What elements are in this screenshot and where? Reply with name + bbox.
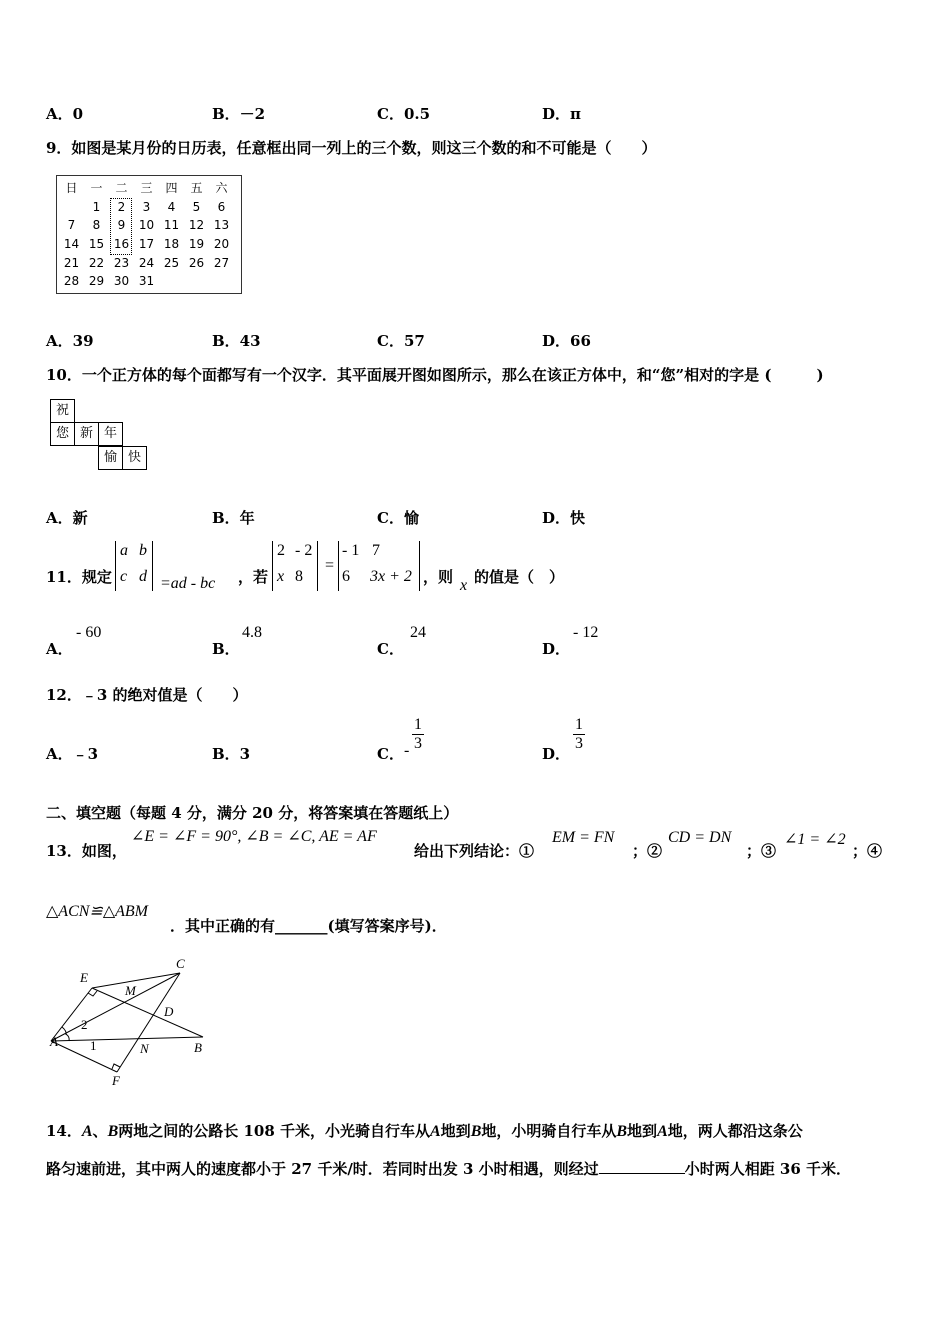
q14-separator: 、: [92, 1122, 108, 1140]
net-cell: 快: [122, 446, 147, 470]
det-entry: - 1: [342, 542, 360, 559]
q14-text: 两地之间的公路长 108 千米，小光骑自行车从: [118, 1122, 430, 1140]
det-definition-formula: =ad - bc: [160, 575, 216, 592]
fraction-denominator: 3: [575, 735, 583, 752]
q14-text: 地到: [627, 1122, 658, 1140]
q9-option-d: D．66: [542, 332, 591, 350]
fraction-numerator: 1: [575, 716, 583, 733]
label-c: C: [176, 956, 185, 971]
q11-option-a-value: - 60: [76, 624, 102, 641]
q13-prefix: 13．如图，: [46, 842, 127, 860]
q14-number: 14．: [46, 1122, 82, 1140]
det-entry: - 2: [295, 542, 313, 559]
det-entry: d: [139, 568, 147, 585]
q10-option-b: B．年: [212, 509, 255, 527]
q13-sep-2: ；②: [632, 842, 663, 860]
point-b: B: [616, 1123, 628, 1140]
point-a: A: [657, 1123, 668, 1140]
q11-option-b-label: B．: [212, 640, 240, 658]
q10-option-c: C．愉: [377, 509, 419, 527]
q13-conclusion-2: CD = DN: [668, 829, 732, 846]
det-entry: x: [277, 568, 285, 585]
q8-option-d: D．π: [542, 105, 581, 123]
det-entry: b: [139, 542, 147, 559]
q8-option-b: B．－2: [212, 105, 266, 123]
label-b: B: [194, 1040, 202, 1055]
q11-prefix: 11．规定: [46, 568, 112, 586]
q12-option-d-fraction: [573, 716, 585, 753]
q11-ruo: ，若: [238, 568, 269, 586]
q12-option-d-label: D．: [542, 745, 571, 763]
q11-option-c-label: C．: [377, 640, 404, 658]
segment-af: [51, 1041, 117, 1072]
q12-option-b: B．3: [212, 745, 251, 763]
calendar-selection-box: [110, 198, 132, 255]
q9-option-c: C．57: [377, 332, 425, 350]
calendar-row: 14 15 16 17 18 19 20: [63, 237, 230, 251]
q11-option-d-label: D．: [542, 640, 571, 658]
segment-ac: [51, 973, 180, 1041]
calendar-header: 日 一 二 三 四 五 六: [65, 181, 228, 195]
q13-sep-4: ；④: [852, 842, 883, 860]
label-angle-1: 1: [90, 1038, 97, 1053]
q14-line-1: [46, 1120, 803, 1141]
q11-then: ，则: [423, 568, 454, 586]
equals-sign: =: [325, 557, 335, 574]
det-entry: 8: [295, 568, 303, 585]
q9-option-a: A．39: [46, 332, 94, 350]
label-n: N: [140, 1041, 149, 1056]
det-entry: 6: [342, 568, 350, 585]
q12-option-c-fraction: [412, 716, 424, 753]
det-entry: 7: [372, 542, 380, 559]
q13-conclusion-3: ∠1 = ∠2: [784, 831, 846, 848]
calendar-row: 1 2 3 4 5 6: [92, 200, 226, 214]
calendar-row: 21 22 23 24 25 26 27: [63, 256, 230, 270]
q14-line-2: [46, 1158, 851, 1179]
q13-conclusion-4: △ACN≌△ABM: [46, 903, 149, 920]
q13-given: 给出下列结论：①: [414, 842, 535, 860]
q14-text: 地，小明骑自行车从: [481, 1122, 617, 1140]
q10-stem: 10．一个正方体的每个面都写有一个汉字．其平面展开图如图所示，那么在该正方体中，和“您”相对的字是 ( ): [46, 366, 824, 384]
determinant-definition: [115, 541, 153, 591]
net-cell: 新: [74, 422, 99, 446]
q11-tail: 的值是（ ）: [474, 568, 565, 586]
calendar-row: 7 8 9 10 11 12 13: [67, 218, 230, 232]
q11-option-d-value: - 12: [573, 624, 599, 641]
q11-option-c-value: 24: [410, 624, 426, 641]
geometry-figure: [40, 955, 220, 1095]
point-a: A: [81, 1123, 93, 1140]
q12-stem: 12．﹣3 的绝对值是（ ）: [46, 686, 248, 704]
net-cell: 年: [98, 422, 123, 446]
label-d: D: [164, 1004, 174, 1019]
q13-conditions: ∠E = ∠F = 90°, ∠B = ∠C, AE = AF: [131, 828, 377, 845]
q11-variable: x: [460, 577, 468, 594]
fraction-numerator: 1: [414, 716, 422, 733]
point-b: B: [107, 1123, 119, 1140]
q14-text: 小时两人相距 36 千米．: [684, 1160, 852, 1178]
calendar-figure: [56, 175, 242, 294]
answer-blank: [599, 1173, 685, 1174]
net-cell: 您: [50, 422, 75, 446]
det-entry: 2: [277, 542, 285, 559]
q10-option-d: D．快: [542, 509, 586, 527]
segment-eb: [92, 988, 203, 1037]
determinant-right: [338, 541, 420, 591]
q14-text: 地到: [440, 1122, 471, 1140]
q10-option-a: A．新: [46, 509, 88, 527]
determinant-left: [272, 541, 318, 591]
q8-option-a: A．0: [46, 105, 84, 123]
q9-stem: 9．如图是某月份的日历表，任意框出同一列上的三个数，则这三个数的和不可能是（ ）: [46, 139, 657, 157]
net-cell: 愉: [98, 446, 123, 470]
q11-option-b-value: 4.8: [242, 624, 262, 641]
q14-text: 路匀速前进，其中两人的速度都小于 27 千米/时．若同时出发 3 小时相遇，则经过: [46, 1160, 599, 1178]
label-angle-2: 2: [81, 1017, 88, 1032]
fraction-denominator: 3: [414, 735, 422, 752]
det-entry: a: [120, 542, 128, 559]
q12-option-c-sign: -: [404, 742, 410, 759]
q13-tail: ．其中正确的有_______(填写答案序号)．: [170, 917, 447, 935]
section-heading: 二、填空题（每题 4 分，满分 20 分，将答案填在答题纸上）: [46, 804, 459, 822]
q13-conclusion-1: EM = FN: [552, 829, 615, 846]
point-b: B: [470, 1123, 482, 1140]
q12-option-a: A．﹣3: [46, 745, 99, 763]
label-e: E: [80, 970, 88, 985]
q13-sep-3: ；③: [746, 842, 777, 860]
q12-option-c-label: C．: [377, 745, 404, 763]
det-entry: c: [120, 568, 128, 585]
net-cell: 祝: [50, 399, 75, 423]
q9-option-b: B．43: [212, 332, 261, 350]
label-f: F: [112, 1073, 120, 1088]
label-a: A: [50, 1034, 58, 1049]
calendar-row: 28 29 30 31: [63, 274, 155, 288]
det-entry: 3x + 2: [370, 568, 412, 585]
q11-option-a-label: A．: [46, 640, 73, 658]
q8-option-c: C．0.5: [377, 105, 431, 123]
segment-ab: [51, 1037, 203, 1041]
point-a: A: [430, 1123, 441, 1140]
label-m: M: [125, 983, 136, 998]
q14-text: 地，两人都沿这条公: [667, 1122, 803, 1140]
